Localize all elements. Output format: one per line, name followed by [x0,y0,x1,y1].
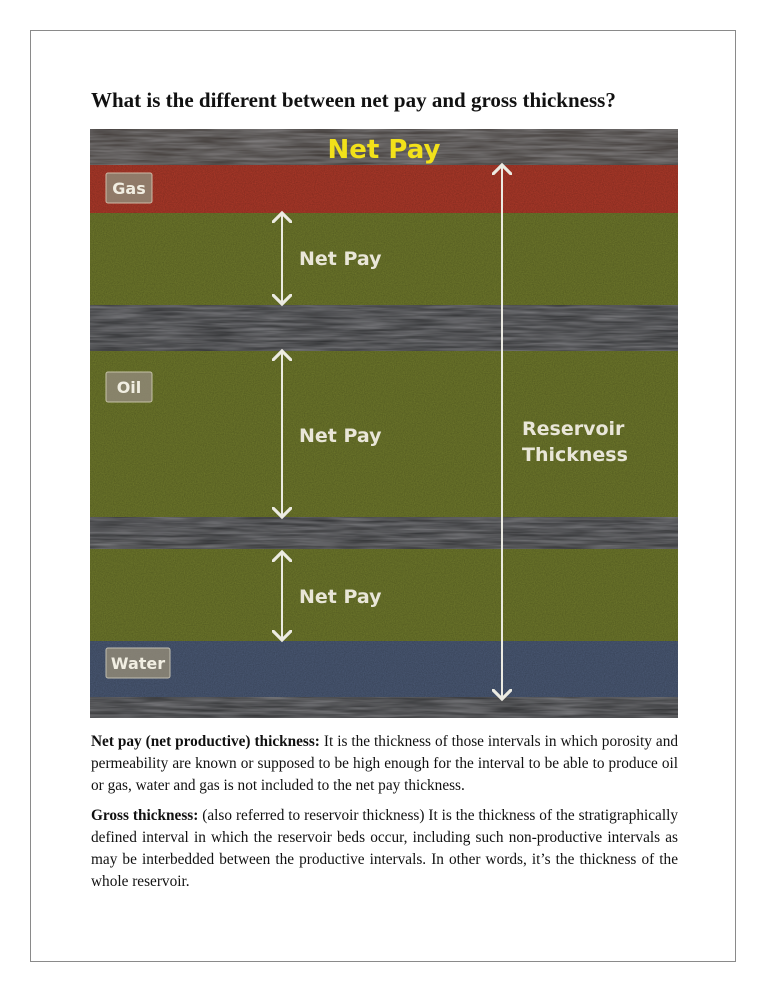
gas-label-box [106,173,152,203]
diagram-title: Net Pay [327,135,441,165]
gross-thickness-definition [91,805,678,893]
net-pay-label-1: Net Pay [299,248,382,270]
water-label-box [106,648,170,678]
net-pay-definition [91,731,678,797]
net-pay-label-2: Net Pay [299,425,382,447]
net-pay-term: Net pay (net productive) thickness: [91,733,320,750]
page-title: What is the different between net pay and gross thickness? [91,88,616,112]
reservoir-label-line1: Reservoir [522,418,625,440]
reservoir-label-line2: Thickness [522,444,628,466]
net-pay-text: It is the thickness of those intervals in which porosity and permeability are known or supposed to be high enough for the interval to be able to produce oil or gas, water and gas is not included to the net pay thickness. [91,733,679,794]
water-label: Water [110,654,166,673]
gross-thickness-text: (also referred to reservoir thickness) It is the thickness of the stratigraphically defined interval in which the reservoir beds occur, including such non-productive intervals as may be interbedded between the productive intervals. In other words, it’s the thickness of the whole reservoir. [91,807,678,890]
net-pay-label-3: Net Pay [299,586,382,608]
net-pay-diagram [90,129,678,718]
gas-label: Gas [112,179,146,198]
oil-label: Oil [116,378,142,397]
gross-thickness-term: Gross thickness: [91,807,199,824]
oil-label-box [106,372,152,402]
